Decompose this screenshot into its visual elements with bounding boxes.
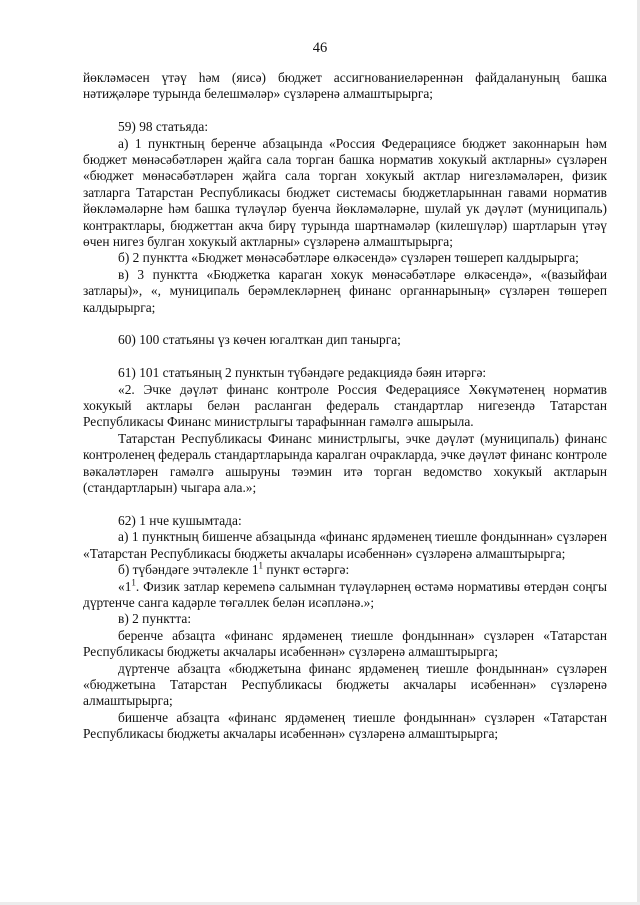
paragraph: беренче абзацта «финанс ярдәменең тиешле фондыннан» сүзләрен «Татарстан Республикасы бюджеты акчалары исәбеннән» сүзләренә алмаштырырга; <box>83 627 607 660</box>
paragraph: в) 2 пунктта: <box>118 611 192 627</box>
paragraph: Татарстан Республикасы Финанс министрлыгы, эчке дәүләт (муниципаль) финанс контроленең федераль стандартларында каралган очракларда, эчке дәүләт финанс контроле вәкаләтләрен гамәлгә ашыруны тәэмин итә торган ведомство хокукый актларын (стандартларын) чыгара ала.»; <box>83 430 607 496</box>
text-segment: пункт өстәргә: <box>263 562 350 578</box>
paragraph: дүртенче абзацта «бюджетына финанс ярдәменең тиешле фондыннан» сүзләрен «бюджетына Татарстан Республикасы бюджеты акчалары исәбеннән» сүзләренә алмаштырырга; <box>83 660 607 709</box>
paragraph: в) 3 пунктта «Бюджетка караган хокук мөнәсәбәтләре өлкәсендә», «(вазыйфаи затлары)», «, муниципаль берәмлекләрнең финанс органнарының» сүзләрен төшереп калдырырга; <box>83 266 607 315</box>
paragraph: а) 1 пунктның бишенче абзацында «финанс ярдәменең тиешле фондыннан» сүзләрен «Татарстан Республикасы бюджеты акчалары исәбеннән» сүзләренә алмаштырырга; <box>83 529 607 561</box>
document-body <box>83 70 607 743</box>
page-number: 46 <box>312 40 328 56</box>
item-heading: 61) 101 статьяның 2 пунктын түбәндәге редакциядә бәян итәргә: <box>118 365 487 381</box>
spacer <box>83 316 607 332</box>
item-heading: 59) 98 статьяда: <box>118 119 209 135</box>
paragraph <box>83 562 607 578</box>
paragraph: нәтиҗәләре турында белешмәләр» сүзләренә алмаштырырга; <box>83 86 433 102</box>
spacer <box>83 103 607 119</box>
spacer <box>83 497 607 513</box>
paragraph: бишенче абзацта «финанс ярдәменең тиешле фондыннан» сүзләрен «Татарстан Республикасы бюджеты акчалары исәбеннән» сүзләренә алмаштырырга; <box>83 709 607 742</box>
text-line: йөкләмәсен үтәү һәм (яисә) бюджет ассигнованиеләреннән файдалануның башка <box>83 70 607 85</box>
item-heading: 60) 100 статьяны үз көчен югалткан дип танырга; <box>118 332 401 348</box>
spacer <box>83 349 607 365</box>
text-segment: б) түбәндәге эчтәлекле 1 <box>118 562 259 578</box>
paragraph: «2. Эчке дәүләт финанс контроле Россия Федерациясе Хөкүмәтенең норматив хокукый актлары белән расланган федераль стандартлар нигезендә Татарстан Республикасы Финанс министрлыгы тарафыннан гамәлгә ашырыла. <box>83 381 607 430</box>
superscript: 1 <box>258 560 264 571</box>
text-segment: . Физик затлар керемenә салымнан түләүләрнең өстәмә нормативы өтердән соңгы дүртенче санга кадәрле төгәллек белән исәпләнә.»; <box>83 578 607 610</box>
paragraph: а) 1 пунктның беренче абзацында «Россия Федерациясе бюджет законнарын һәм бюджет мөнәсәбәтләрен җайга сала торган башка норматив хокукый актларны» сүзләрен «бюджет мөнәсәбәтләрен җайга сала торган хокукый актлар нигезләмәләрен, физик затларга Татарстан Республикасы бюджет системасы бюджетларыннан гавами норматив йөкләмәләрне һәм башка түләүләр буенча йөкләмәләрне, шулай ук дәүләт (муниципаль) контрактлары, бюджеттан акча бирү турында шартнамәләр (килешүләр) шартларын үтәү өчен нигез булган хокукый актларны» сүзләренә алмаштырырга; <box>83 135 607 250</box>
paragraph <box>83 579 607 612</box>
text-segment: «1 <box>118 578 132 594</box>
paragraph <box>83 70 607 86</box>
superscript: 1 <box>131 577 136 588</box>
paragraph: б) 2 пунктта «Бюджет мөнәсәбәтләре өлкәсендә» сүзләрен төшереп калдырырга; <box>118 250 579 266</box>
item-heading: 62) 1 нче кушымтада: <box>118 512 242 528</box>
